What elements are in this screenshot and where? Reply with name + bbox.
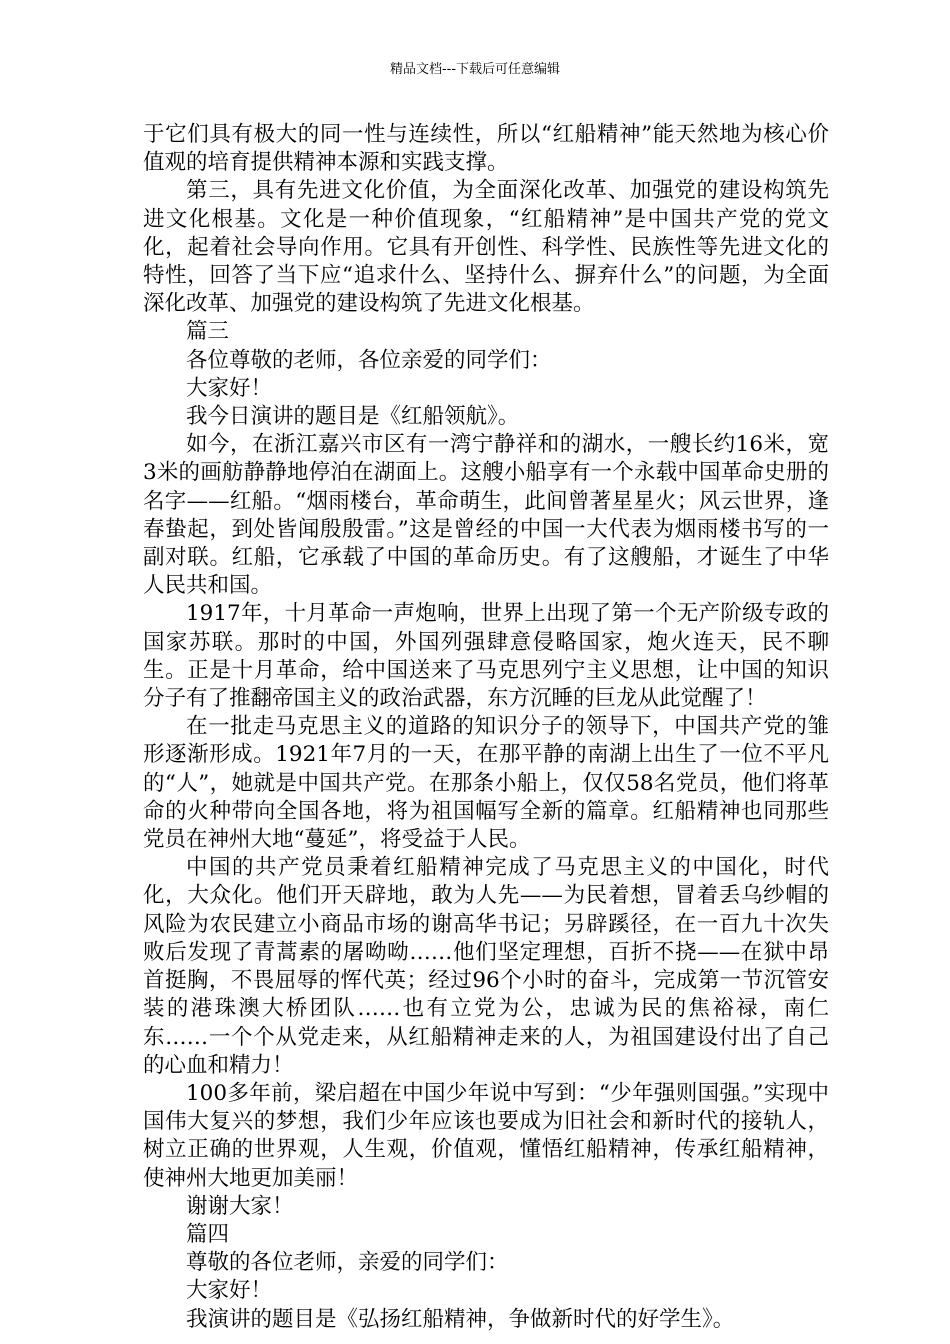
closing: 谢谢大家！: [186, 1193, 294, 1219]
salutation: 各位尊敬的老师，各位亲爱的同学们：: [186, 347, 552, 373]
paragraph: 如今，在浙江嘉兴市区有一湾宁静祥和的湖水，一艘长约16米，宽3米的画舫静静地停泊在湖面上。这艘小船享有一个永载中国革命史册的名字——红船。“烟雨楼台，革命萌生，此间曾著星星火；风云世界，逢春蛰起，到处皆闻殷殷雷。”这是曾经的中国一大代表为烟雨楼书写的一副对联。红船，它承载了中国的革命历史。有了这艘船，才诞生了中华人民共和国。: [143, 432, 829, 599]
speech-title-line: 我今日演讲的题目是《红船领航》。: [186, 404, 520, 430]
greeting: 大家好！: [186, 1278, 273, 1304]
salutation: 尊敬的各位老师，亲爱的同学们：: [186, 1250, 509, 1276]
paragraph: 1917年，十月革命一声炮响，世界上出现了第一个无产阶级专政的国家苏联。那时的中国，外国列强肆意侵略国家，炮火连天，民不聊生。正是十月革命，给中国送来了马克思列宁主义思想，让中国的知识分子有了推翻帝国主义的政治武器，东方沉睡的巨龙从此觉醒了！: [143, 601, 829, 712]
page-header: 精品文档---下载后可任意编辑: [389, 62, 561, 77]
section-heading: 篇四: [186, 1221, 230, 1247]
section-heading: 篇三: [186, 319, 230, 345]
paragraph: 中国的共产党员秉着红船精神完成了马克思主义的中国化，时代化，大众化。他们开天辟地，敢为人先——为民着想，冒着丢乌纱帽的风险为农民建立小商品市场的谢高华书记；另辟蹊径，在一百九十次失败后发现了青蒿素的屠呦呦……他们坚定理想，百折不挠——在狱中昂首挺胸，不畏屈辱的恽代英；经过96个小时的奋斗，完成第一节沉管安装的港珠澳大桥团队……也有立党为公，忠诚为民的焦裕禄，南仁东……一个个从党走来，从红船精神走来的人，为祖国建设付出了自己的心血和精力！: [143, 855, 829, 1078]
speech-title-line: 我演讲的题目是《弘扬红船精神，争做新时代的好学生》。: [186, 1306, 735, 1332]
document-body: [143, 121, 829, 1334]
paragraph: 100多年前，梁启超在中国少年说中写到：“少年强则国强。”实现中国伟大复兴的梦想，我们少年应该也要成为旧社会和新时代的接轨人，树立正确的世界观，人生观，价值观，懂悟红船精神，传承红船精神，使神州大地更加美丽！: [143, 1080, 829, 1191]
paragraph: 在一批走马克思主义的道路的知识分子的领导下，中国共产党的雏形逐渐形成。1921年7月的一天，在那平静的南湖上出生了一位不平凡的“人”，她就是中国共产党。在那条小船上，仅仅58名党员，他们将革命的火种带向全国各地，将为祖国幅写全新的篇章。红船精神也同那些党员在神州大地“蔓延”，将受益于人民。: [143, 714, 829, 853]
paragraph: 第三，具有先进文化价值，为全面深化改革、加强党的建设构筑先进文化根基。文化是一种价值现象，“红船精神”是中国共产党的党文化，起着社会导向作用。它具有开创性、科学性、民族性等先进文化的特性，回答了当下应“追求什么、坚持什么、摒弃什么”的问题，为全面深化改革、加强党的建设构筑了先进文化根基。: [143, 178, 829, 317]
paragraph: 于它们具有极大的同一性与连续性，所以“红船精神”能天然地为核心价值观的培育提供精神本源和实践支撑。: [143, 122, 829, 176]
greeting: 大家好！: [186, 375, 273, 401]
